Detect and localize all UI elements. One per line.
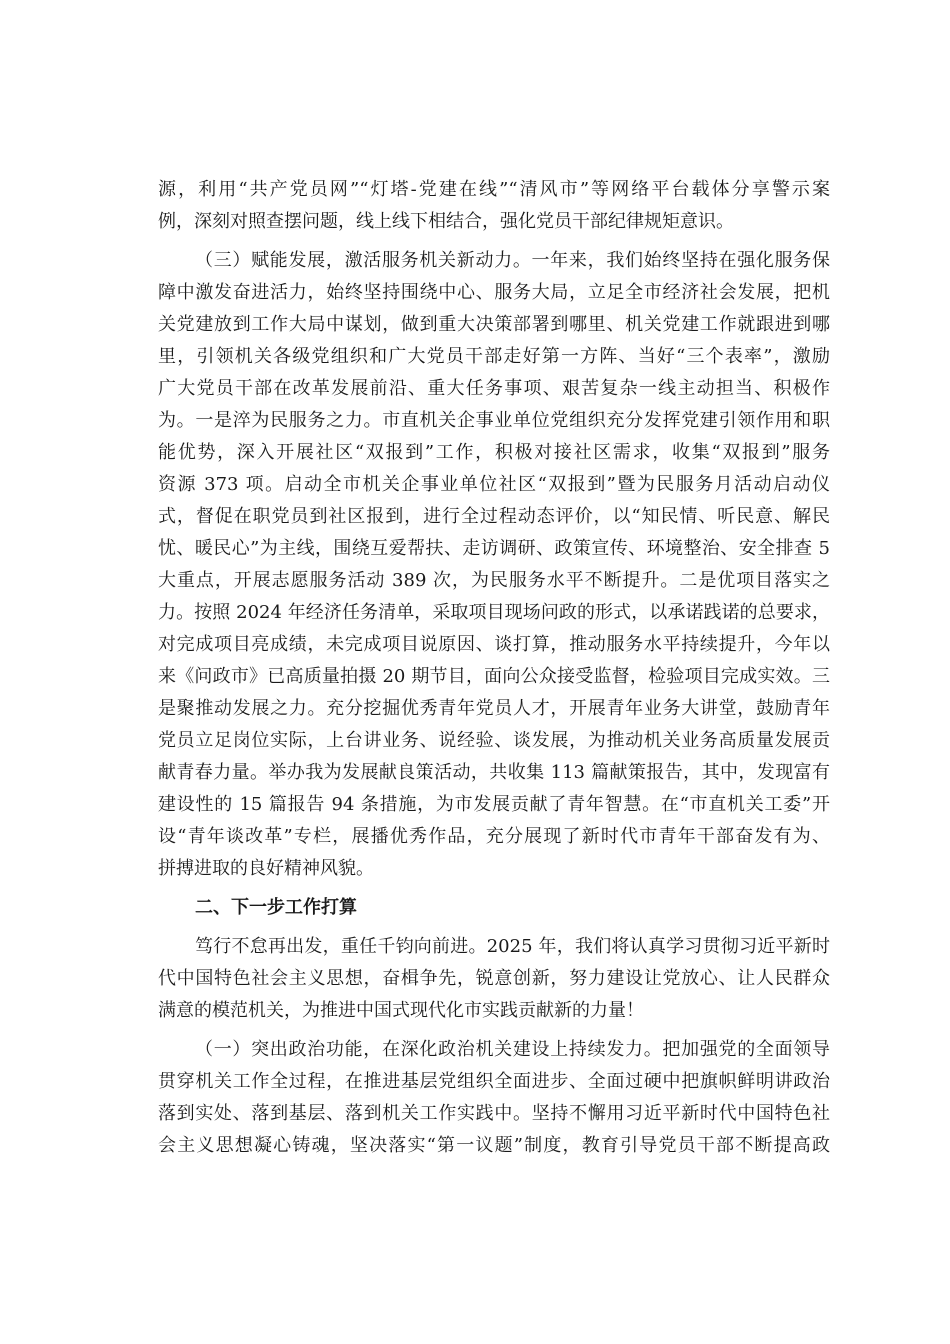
- paragraph-2-line-5: 广大党员干部在改革发展前沿、重大任务事项、艰苦复杂一线主动担当、积极作: [158, 378, 830, 399]
- paragraph-2-line-4: 里，引领机关各级党组织和广大党员干部走好第一方阵、当好“三个表率”，激励: [158, 346, 830, 367]
- section-heading: 二、下一步工作打算: [195, 897, 357, 918]
- paragraph-4-line-4: 会主义思想凝心铸魂，坚决落实“第一议题”制度，教育引导党员干部不断提高政: [158, 1135, 830, 1156]
- paragraph-4-line-3: 落到实处、落到基层、落到机关工作实践中。坚持不懈用习近平新时代中国特色社: [158, 1103, 830, 1124]
- paragraph-3-line-3: 满意的模范机关，为推进中国式现代化市实践贡献新的力量！: [158, 1000, 644, 1021]
- paragraph-2-line-3: 关党建放到工作大局中谋划，做到重大决策部署到哪里、机关党建工作就跟进到哪: [158, 314, 830, 335]
- paragraph-2-line-8: 资源 373 项。启动全市机关企事业单位社区“双报到”暨为民服务月活动启动仪: [158, 474, 830, 495]
- paragraph-2-line-13: 对完成项目亮成绩，未完成项目说原因、谈打算，推动服务水平持续提升，今年以: [158, 634, 830, 655]
- paragraph-2-line-9: 式，督促在职党员到社区报到，进行全过程动态评价，以“知民情、听民意、解民: [158, 506, 830, 527]
- paragraph-4-line-2: 贯穿机关工作全过程，在推进基层党组织全面进步、全面过硬中把旗帜鲜明讲政治: [158, 1071, 830, 1092]
- paragraph-2-line-1: （三）赋能发展，激活服务机关新动力。一年来，我们始终坚持在强化服务保: [195, 250, 830, 271]
- paragraph-2-line-16: 党员立足岗位实际，上台讲业务、说经验、谈发展，为推动机关业务高质量发展贡: [158, 730, 830, 751]
- paragraph-2-line-18: 建设性的 15 篇报告 94 条措施，为市发展贡献了青年智慧。在“市直机关工委”开: [158, 794, 830, 815]
- paragraph-2-line-12: 力。按照 2024 年经济任务清单，采取项目现场问政的形式，以承诺践诺的总要求，: [158, 602, 830, 623]
- paragraph-2-line-10: 忧、暖民心”为主线，围绕互爱帮扶、走访调研、政策宣传、环境整治、安全排查 5: [158, 538, 830, 559]
- paragraph-2-line-19: 设“青年谈改革”专栏，展播优秀作品，充分展现了新时代市青年干部奋发有为、: [158, 826, 830, 847]
- paragraph-2-line-14: 来《问政市》已高质量拍摄 20 期节目，面向公众接受监督，检验项目完成实效。三: [158, 666, 830, 687]
- paragraph-2-line-11: 大重点，开展志愿服务活动 389 次，为民服务水平不断提升。二是优项目落实之: [158, 570, 830, 591]
- paragraph-1-line-1: 源，利用“共产党员网”“灯塔-党建在线”“清风市”等网络平台载体分享警示案: [158, 179, 830, 200]
- paragraph-2-line-6: 为。一是淬为民服务之力。市直机关企事业单位党组织充分发挥党建引领作用和职: [158, 410, 830, 431]
- paragraph-2-line-17: 献青春力量。举办我为发展献良策活动，共收集 113 篇献策报告，其中，发现富有: [158, 762, 830, 783]
- paragraph-3-line-2: 代中国特色社会主义思想，奋楫争先，锐意创新，努力建设让党放心、让人民群众: [158, 968, 830, 989]
- paragraph-2-line-20: 拼搏进取的良好精神风貌。: [158, 858, 374, 879]
- paragraph-2-line-2: 障中激发奋进活力，始终坚持围绕中心、服务大局，立足全市经济社会发展，把机: [158, 282, 830, 303]
- paragraph-4-line-1: （一）突出政治功能，在深化政治机关建设上持续发力。把加强党的全面领导: [195, 1039, 830, 1060]
- paragraph-1-line-2: 例，深刻对照查摆问题，线上线下相结合，强化党员干部纪律规矩意识。: [158, 211, 734, 232]
- paragraph-2-line-7: 能优势，深入开展社区“双报到”工作，积极对接社区需求，收集“双报到”服务: [158, 442, 830, 463]
- paragraph-3-line-1: 笃行不怠再出发，重任千钧向前进。2025 年，我们将认真学习贯彻习近平新时: [195, 936, 830, 957]
- paragraph-2-line-15: 是聚推动发展之力。充分挖掘优秀青年党员人才，开展青年业务大讲堂，鼓励青年: [158, 698, 830, 719]
